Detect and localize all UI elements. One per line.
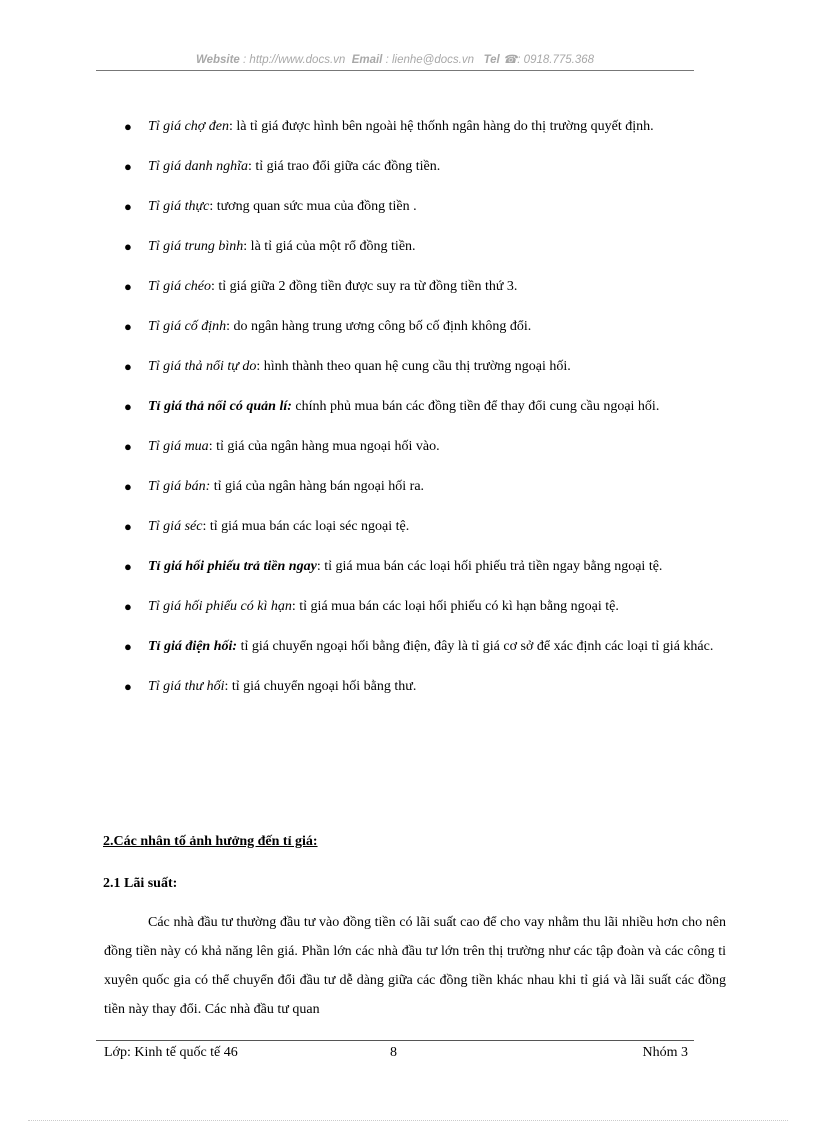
rate-description: : là tỉ giá được hình bên ngoài hệ thốnh ngân hàng do thị trường quyết định.	[228, 119, 654, 134]
page-edge-divider	[28, 1120, 788, 1121]
rate-term: Tỉ giá hối phiếu có kì hạn	[148, 599, 292, 614]
bullet-icon: ●	[124, 159, 132, 174]
list-item	[124, 632, 728, 661]
website-label: Website	[195, 54, 240, 66]
list-item	[124, 392, 728, 421]
footer-group: Nhóm 3	[642, 1045, 688, 1060]
rate-term: Tỉ giá mua	[148, 439, 209, 454]
list-item	[124, 552, 728, 581]
rate-term: Tỉ giá cố định	[148, 319, 227, 334]
rate-description: : tỉ giá trao đổi giữa các đồng tiền.	[247, 159, 441, 174]
rate-description: : tỉ giá mua bán các loại hối phiếu có kì hạn bằng ngoại tệ.	[291, 599, 619, 614]
list-item	[124, 192, 728, 221]
rate-description: : là tỉ giá của một rổ đồng tiền.	[243, 239, 416, 254]
bullet-icon: ●	[124, 639, 132, 654]
bullet-icon: ●	[124, 199, 132, 214]
list-item	[124, 432, 728, 461]
list-item	[124, 352, 728, 381]
rate-term: Tỉ giá chéo	[148, 279, 211, 294]
rate-description: : do ngân hàng trung ương công bố cố định không đổi.	[226, 319, 532, 334]
rate-term: Tỉ giá thực	[148, 199, 210, 214]
footer-divider	[96, 1040, 694, 1041]
bullet-icon: ●	[124, 559, 132, 574]
rate-description: tỉ giá của ngân hàng bán ngoại hối ra.	[210, 479, 425, 494]
footer-class: Lớp: Kinh tế quốc tế 46	[104, 1045, 238, 1060]
rate-description: : tỉ giá mua bán các loại hối phiếu trả tiền ngay bằng ngoại tệ.	[316, 559, 663, 574]
list-item	[124, 592, 728, 621]
list-item	[124, 512, 728, 541]
rate-description: : hình thành theo quan hệ cung cầu thị trường ngoại hối.	[256, 359, 571, 374]
bullet-icon: ●	[124, 679, 132, 694]
rate-description: : tỉ giá chuyển ngoại hối bằng thư.	[224, 679, 417, 694]
rate-description: : tỉ giá của ngân hàng mua ngoại hối vào.	[208, 439, 440, 454]
rate-term: Tỉ giá hối phiếu trả tiền ngay	[148, 559, 317, 574]
list-item	[124, 272, 728, 301]
bullet-icon: ●	[124, 439, 132, 454]
list-item	[124, 472, 728, 501]
tel-label: Tel	[483, 54, 500, 66]
bullet-icon: ●	[124, 239, 132, 254]
bullet-icon: ●	[124, 479, 132, 494]
page-number: 8	[390, 1045, 397, 1060]
list-item	[124, 672, 728, 701]
section-heading: 2.Các nhân tố ảnh hưởng đến tỉ giá:	[103, 834, 318, 849]
rate-term: Tỉ giá thả nổi có quản lí:	[148, 399, 292, 414]
rate-description: : tỉ giá mua bán các loại séc ngoại tệ.	[202, 519, 410, 534]
rate-term: Tỉ giá thư hối	[148, 679, 225, 694]
list-item	[124, 312, 728, 341]
phone-icon: ☎	[502, 54, 518, 66]
rate-term: Tỉ giá trung bình	[148, 239, 244, 254]
bullet-icon: ●	[124, 399, 132, 414]
list-item	[124, 112, 728, 141]
bullet-icon: ●	[124, 359, 132, 374]
rate-term: Tỉ giá danh nghĩa	[148, 159, 248, 174]
rate-description: : tỉ giá giữa 2 đồng tiền được suy ra từ đồng tiền thứ 3.	[211, 279, 518, 294]
list-item	[124, 152, 728, 181]
bullet-icon: ●	[124, 319, 132, 334]
bullet-icon: ●	[124, 279, 132, 294]
rate-term: Tỉ giá séc	[148, 519, 203, 534]
rate-description: tỉ giá chuyển ngoại hối bằng điện, đây là tỉ giá cơ sở để xác định các loại tỉ giá khác.	[237, 639, 714, 654]
rate-term: Tỉ giá chợ đen	[148, 119, 229, 134]
rate-term: Tỉ giá thả nổi tự do	[148, 359, 257, 374]
rate-description: : tương quan sức mua của đồng tiền .	[209, 199, 417, 214]
rate-description: chính phủ mua bán các đồng tiền để thay đổi cung cầu ngoại hối.	[291, 399, 660, 414]
rate-term: Tỉ giá điện hối:	[148, 639, 238, 654]
bullet-icon: ●	[124, 119, 132, 134]
body-paragraph: Các nhà đầu tư thường đầu tư vào đồng tiền có lãi suất cao để cho vay nhằm thu lãi nhiều hơn cho nên đồng tiền này có khả năng lên giá. Phần lớn các nhà đầu tư lớn trên thị trường như các tập đoàn và các công ti xuyên quốc gia có thể chuyển đổi đầu tư dễ dàng giữa các đồng tiền khác nhau khi tỉ giá và lãi suất các đồng tiền này thay đổi. Các nhà đầu tư quan	[104, 915, 726, 1017]
list-item	[124, 232, 728, 261]
email-value: : lienhe@docs.vn	[385, 54, 474, 66]
header-divider	[96, 70, 694, 71]
page-header	[96, 52, 694, 66]
bullet-icon: ●	[124, 599, 132, 614]
tel-value: : 0918.775.368	[517, 54, 595, 66]
rate-term: Tỉ giá bán:	[148, 479, 211, 494]
email-label: Email	[351, 54, 383, 66]
website-value: : http://www.docs.vn	[243, 54, 346, 66]
bullet-icon: ●	[124, 519, 132, 534]
exchange-rate-list	[124, 112, 728, 712]
subsection-heading: 2.1 Lãi suất:	[103, 876, 178, 891]
